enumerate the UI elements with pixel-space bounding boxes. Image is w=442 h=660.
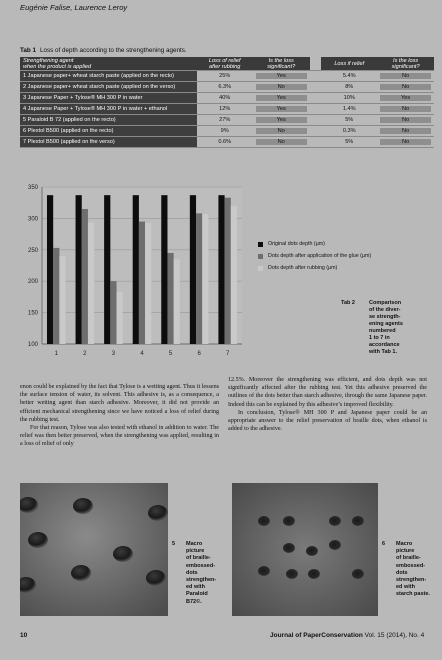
journal-name: Journal of PaperConservation — [270, 632, 363, 639]
caption-line: dots — [396, 569, 408, 576]
caption-line: embossed- — [396, 562, 426, 569]
legend-swatch — [258, 266, 263, 271]
gap-cell — [310, 82, 322, 93]
y-tick-label: 300 — [27, 216, 38, 223]
gap-cell — [310, 137, 322, 148]
sig1-cell — [253, 104, 310, 115]
sig2-cell — [377, 126, 434, 137]
x-tick-label: 4 — [140, 351, 144, 357]
loss1-cell: 27% — [197, 115, 253, 126]
sig2-cell — [377, 82, 434, 93]
table1-caption-text: Loss of depth according to the strengthening agents. — [39, 47, 187, 54]
sig2-cell — [377, 104, 434, 115]
name: 1 Japanese paper+ wheat starch paste (applied on the recto) — [20, 71, 197, 82]
table-row — [20, 71, 434, 82]
caption-line: of braille- — [396, 555, 421, 562]
significance-value: Yes — [256, 95, 307, 101]
bar-s2-c6 — [196, 213, 202, 344]
bar-s3-c6 — [202, 214, 208, 344]
bar-s1-c5 — [161, 195, 167, 344]
gap-cell — [310, 93, 322, 104]
loss2-cell: 10% — [321, 93, 377, 104]
table1-caption — [20, 47, 187, 54]
caption-line: ening agents — [369, 321, 403, 327]
loss1-cell: 6.3% — [197, 82, 253, 93]
legend-label: Dots depth after application of the glue (µm) — [268, 253, 372, 259]
y-tick-label: 350 — [27, 185, 38, 191]
name: 4 Japanese Paper + Tylose® MH 300 P in water + ethanol — [20, 104, 197, 115]
body-text-left-column — [20, 383, 219, 449]
sig1-cell — [253, 82, 310, 93]
loss1-cell: 25% — [197, 71, 253, 82]
significance-value: Yes — [380, 95, 431, 101]
caption-line: picture — [396, 548, 415, 555]
gap-cell — [310, 115, 322, 126]
y-tick-label: 100 — [27, 342, 38, 348]
sig2-cell — [377, 137, 434, 148]
bar-s1-c2 — [76, 195, 82, 344]
loss-of-depth-table — [20, 57, 434, 148]
loss2-cell: 0.3% — [321, 126, 377, 137]
bar-s3-c2 — [88, 223, 94, 344]
bar-s1-c6 — [190, 195, 196, 344]
caption-line: Macro — [186, 541, 203, 547]
col-gap — [310, 57, 322, 71]
legend-item — [258, 241, 408, 247]
significance-value: Yes — [256, 73, 307, 79]
journal-volume: Vol. 15 (2014), No. 4 — [364, 632, 425, 639]
name: 5 Paraloid B 72 (applied on the recto) — [20, 115, 197, 126]
caption-line: picture — [186, 548, 205, 555]
chart-legend — [258, 241, 408, 277]
legend-swatch — [258, 242, 263, 247]
fig5-number: 5 — [172, 541, 176, 547]
bar-s3-c4 — [145, 223, 151, 344]
x-tick-label: 3 — [111, 351, 116, 357]
bar-s2-c5 — [167, 253, 173, 344]
bar-s3-c5 — [174, 259, 180, 344]
x-tick-label: 6 — [197, 351, 201, 357]
gap-cell — [310, 104, 322, 115]
loss2-cell: 8% — [321, 82, 377, 93]
significance-value: No — [380, 73, 431, 79]
fig6-photo — [232, 483, 378, 616]
caption-line: of the diver- — [369, 307, 401, 313]
sig2-cell — [377, 115, 434, 126]
name: 6 Plextol B500 (applied on the recto) — [20, 126, 197, 137]
paragraph: 12.5%. Moreover the strengthening was efficient, and dots depth was not significantly affected after the rubbing test. Yet this adhesive preserved the outlines of the dots better than starch adhesive, through the same Japanese paper. Indeed this can be explained by this adhesive’s improved flexibility. — [228, 377, 427, 408]
sig1-cell — [253, 137, 310, 148]
caption-line: with Tab 1. — [369, 349, 398, 355]
bar-s1-c3 — [104, 195, 110, 344]
gap-cell — [310, 71, 322, 82]
x-tick-label: 1 — [54, 351, 58, 357]
significance-value: Yes — [256, 106, 307, 112]
caption-line: starch paste. — [396, 591, 430, 598]
legend-item — [258, 265, 408, 271]
significance-value: No — [380, 84, 431, 90]
gap-cell — [310, 126, 322, 137]
braille-dots-image-paraloid — [20, 483, 168, 616]
name: 3 Japanese Paper + Tylose® MH 300 P in water — [20, 93, 197, 104]
loss2-cell: 5% — [321, 115, 377, 126]
loss2-cell: 1.4% — [321, 104, 377, 115]
significance-value: No — [380, 106, 431, 112]
significance-value: No — [256, 139, 307, 145]
paragraph: enon could be explained by the fact that Tylose is a wetting agent. Thus it lessens the surface tension of water, its solvent. This adhesive is, as a consequence, a better wetting agent than starch adhesive. Moreover, it did not provide an efficient mechanical strengthening since we have noticed a loss of relief during the rubbing test. — [20, 384, 219, 423]
legend-label: Original dots depth (µm) — [268, 241, 325, 247]
table-header-row — [20, 57, 434, 71]
fig6-number: 6 — [382, 541, 386, 547]
fig5-photo — [20, 483, 168, 616]
x-tick-label: 2 — [83, 351, 87, 357]
sig1-cell — [253, 93, 310, 104]
col-agent: Strengthening agent when the product is applied — [20, 57, 197, 71]
significance-value: No — [380, 139, 431, 145]
caption-line: Paraloid — [186, 591, 208, 598]
bar-s2-c3 — [110, 281, 116, 344]
caption-line: embossed- — [186, 562, 216, 569]
loss2-cell: 5.4% — [321, 71, 377, 82]
bar-s2-c1 — [53, 248, 59, 344]
paragraph: In conclusion, Tylose® MH 300 P and Japanese paper could be an appropriate answer to the relief preservation of braille dots, when ethanol is added to the adhesive. — [228, 409, 427, 433]
caption-line: Comparison — [369, 300, 402, 306]
table-row — [20, 82, 434, 93]
caption-line: accordance — [369, 342, 400, 348]
col-sig1: Is the loss significant? — [253, 57, 310, 71]
y-tick-label: 250 — [27, 247, 38, 254]
significance-value: No — [256, 128, 307, 134]
depth-bar-chart — [20, 180, 250, 360]
caption-line: strengthen- — [396, 577, 427, 584]
sig1-cell — [253, 126, 310, 137]
caption-line: ed with — [396, 584, 415, 591]
bar-s1-c1 — [47, 195, 53, 344]
loss1-cell: 40% — [197, 93, 253, 104]
sig1-cell — [253, 115, 310, 126]
loss1-cell: 9% — [197, 126, 253, 137]
bar-s3-c1 — [59, 256, 65, 344]
caption-line: se strength- — [369, 314, 401, 320]
table-row — [20, 126, 434, 137]
sig2-cell — [377, 71, 434, 82]
caption-line: B72©. — [186, 598, 202, 605]
caption-line: 1 to 7 in — [369, 335, 390, 341]
y-tick-label: 150 — [27, 310, 38, 317]
loss1-cell: 0.6% — [197, 137, 253, 148]
table2-caption — [369, 300, 403, 356]
table2-label: Tab 2 — [341, 300, 355, 306]
name: 7 Plextol B500 (applied on the verso) — [20, 137, 197, 148]
author-line: Eugénie Falise, Laurence Leroy — [20, 3, 128, 12]
legend-label: Dots depth after rubbing (µm) — [268, 265, 338, 271]
table-row — [20, 93, 434, 104]
bar-s2-c2 — [82, 209, 88, 344]
paragraph: For that reason, Tylose was also tested with ethanol in addition to water. The relief was then better preserved, when the strengthening was applied, resulting in a loss of relief of only — [20, 425, 219, 448]
legend-item — [258, 253, 408, 259]
x-tick-label: 5 — [168, 351, 173, 357]
table1-label: Tab 1 — [20, 47, 36, 54]
caption-line: ed with — [186, 584, 205, 591]
fig5-caption — [186, 541, 216, 606]
name: 2 Japanese paper+ wheat starch paste (applied on the verso) — [20, 82, 197, 93]
bar-s3-c3 — [117, 292, 123, 344]
caption-line: strengthen- — [186, 577, 217, 584]
bar-s3-c7 — [231, 206, 237, 344]
col-loss1: Loss of relief after rubbing — [197, 57, 253, 71]
loss2-cell: 5% — [321, 137, 377, 148]
col-loss2: Loss if relief — [321, 57, 377, 71]
x-tick-label: 7 — [226, 351, 230, 357]
y-tick-label: 200 — [27, 279, 38, 286]
body-text-right-column — [228, 376, 427, 433]
legend-swatch — [258, 254, 263, 259]
bar-s1-c4 — [133, 195, 139, 344]
fig6-caption — [396, 541, 430, 599]
table-row — [20, 137, 434, 148]
sig1-cell — [253, 71, 310, 82]
journal-footer — [270, 632, 424, 639]
bar-s1-c7 — [218, 195, 224, 344]
bar-s2-c7 — [225, 198, 231, 344]
significance-value: No — [380, 117, 431, 123]
col-sig2: Is the loss significant? — [377, 57, 434, 71]
table-row — [20, 115, 434, 126]
caption-line: numbered — [369, 328, 396, 334]
caption-line: of braille- — [186, 555, 211, 562]
caption-line: dots — [186, 569, 198, 576]
loss1-cell: 12% — [197, 104, 253, 115]
significance-value: Yes — [256, 117, 307, 123]
sig2-cell — [377, 93, 434, 104]
significance-value: No — [256, 84, 307, 90]
braille-dots-image-starch — [232, 483, 378, 616]
significance-value: No — [380, 128, 431, 134]
caption-line: Macro — [396, 541, 413, 547]
bar-s2-c4 — [139, 222, 145, 344]
table-row — [20, 104, 434, 115]
page-number: 10 — [20, 632, 28, 639]
